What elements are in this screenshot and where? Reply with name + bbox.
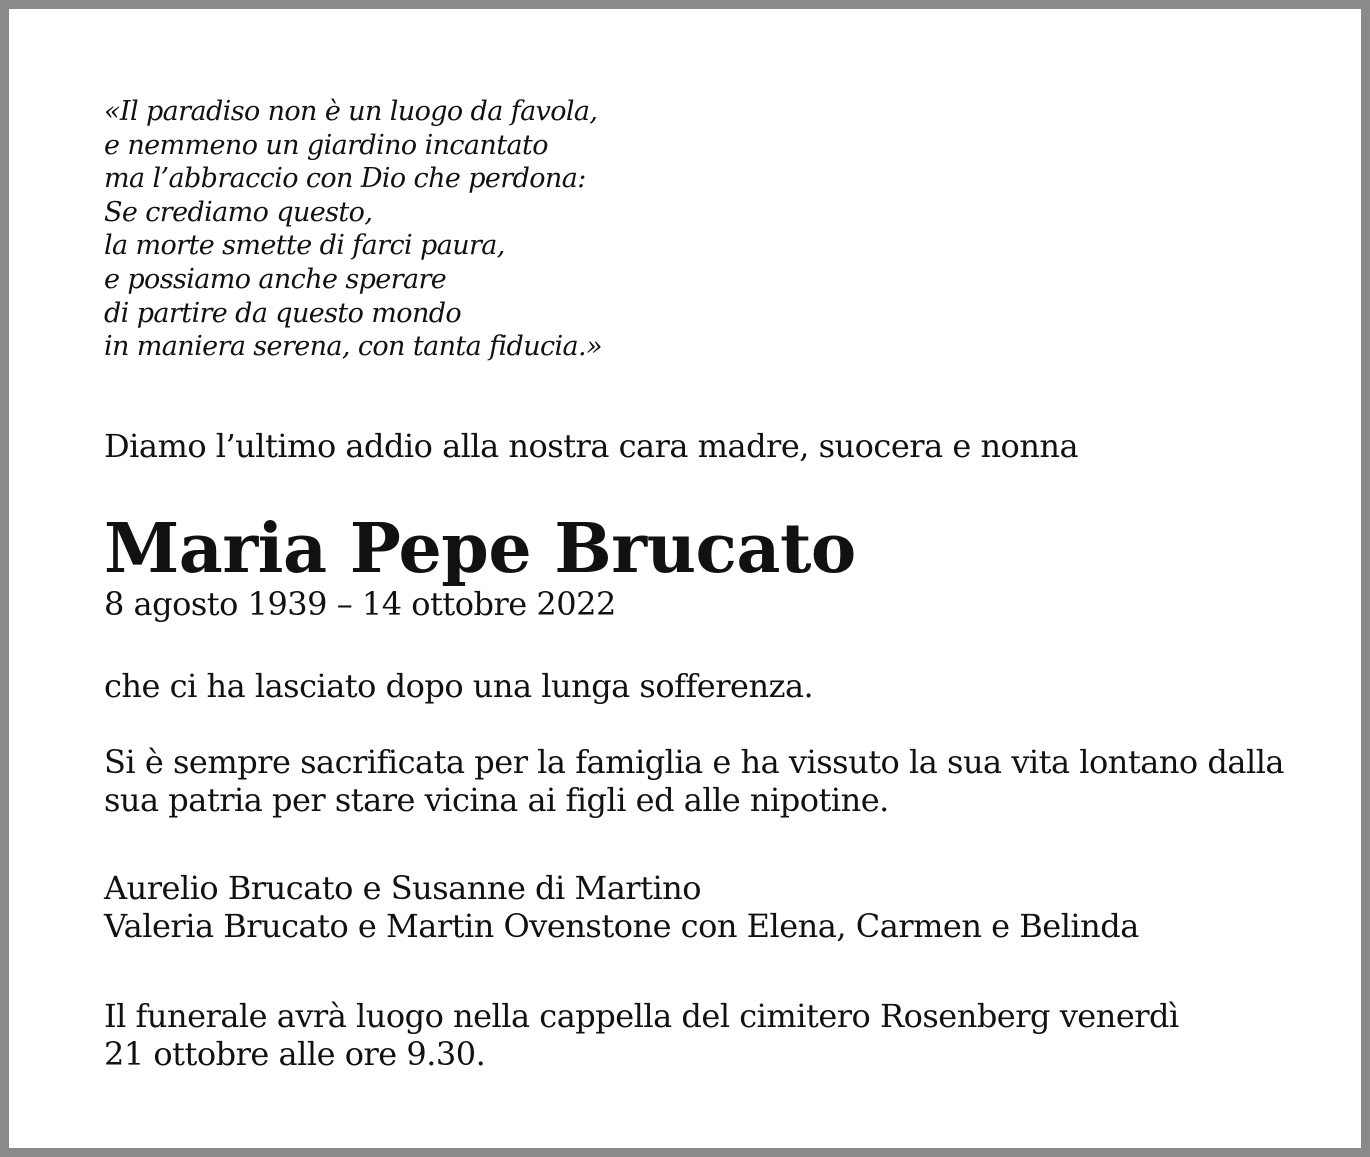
life-dates: 8 agosto 1939 – 14 ottobre 2022 [104, 584, 616, 623]
funeral-line: 21 ottobre alle ore 9.30. [104, 1034, 486, 1073]
life-text: Si è sempre sacrificata per la famiglia e ha vissuto la sua vita lontano dalla sua patria per stare vicina ai figli ed alle nipotine. [104, 742, 1284, 819]
quote-line: Se crediamo questo, [104, 196, 373, 228]
passing-text: che ci ha lasciato dopo una lunga sofferenza. [104, 666, 814, 705]
family-block [104, 869, 1284, 945]
family-line: Valeria Brucato e Martin Ovenstone con Elena, Carmen e Belinda [104, 906, 1139, 945]
intro-text: Diamo l’ultimo addio alla nostra cara madre, suocera e nonna [104, 426, 1079, 465]
quote-line: la morte smette di farci paura, [104, 230, 505, 262]
quote-block [104, 95, 1284, 364]
funeral-line: Il funerale avrà luogo nella cappella del cimitero Rosenberg venerdì [104, 996, 1179, 1035]
deceased-name: Maria Pepe Brucato [104, 508, 856, 589]
funeral-block [104, 997, 1284, 1073]
obituary-content [104, 95, 1284, 1073]
quote-line: e possiamo anche sperare [104, 263, 447, 295]
quote-line: ma l’abbraccio con Dio che perdona: [104, 163, 586, 195]
quote-line: e nemmeno un giardino incantato [104, 129, 548, 161]
family-line: Aurelio Brucato e Susanne di Martino [104, 868, 702, 907]
quote-line: di partire da questo mondo [104, 297, 462, 329]
quote-line: «Il paradiso non è un luogo da favola, [104, 96, 598, 127]
quote-line: in maniera serena, con tanta fiducia.» [104, 331, 602, 363]
